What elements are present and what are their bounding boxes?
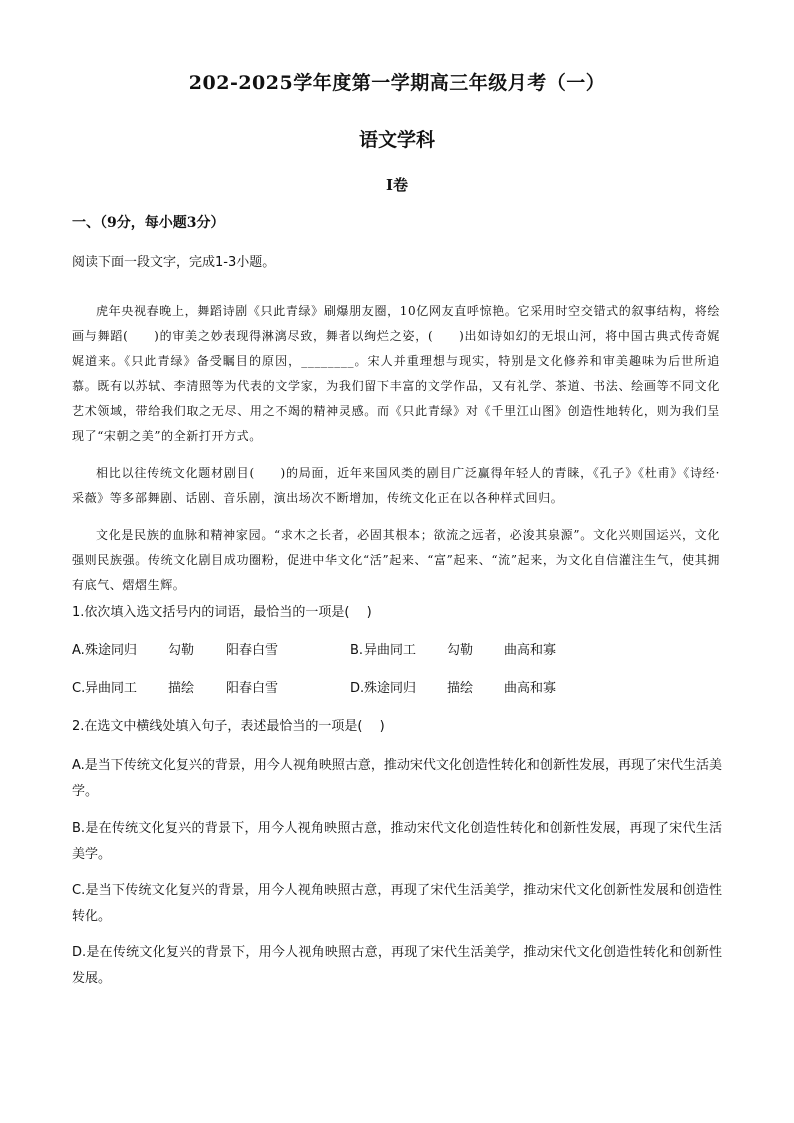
option-d-word-3: 曲高和寡 xyxy=(504,681,557,696)
volume-title: Ⅰ卷 xyxy=(385,176,409,194)
passage-paragraph-3: 文化是民族的血脉和精神家园。“求木之长者，必固其根本；欲流之远者，必浚其泉源”。文化兴则国运兴，文化强则民族强。传统文化剧目成功圈粉，促进中华文化“活”起来、“富”起来、“流”起来，为文化自信灌注生气，使其拥有底气、熠熠生辉。 xyxy=(72,528,720,592)
passage-paragraph-2: 相比以往传统文化题材剧目( )的局面，近年来国风类的剧目广泛赢得年轻人的青睐，《孔子》《杜甫》《诗经·采薇》等多部舞剧、话剧、音乐剧，演出场次不断增加，传统文化正在以各种样式回归。 xyxy=(72,466,720,505)
option-b-word-3: 曲高和寡 xyxy=(504,643,557,658)
subject-title: 语文学科 xyxy=(358,129,435,151)
question-1-options-row-1 xyxy=(72,638,722,664)
option-d-letter: D. xyxy=(350,681,365,696)
section-heading: 一、（9分，每小题3分） xyxy=(72,215,225,231)
reading-instruction: 阅读下面一段文字，完成1-3小题。 xyxy=(72,255,276,270)
option-c-word-1: 异曲同工 xyxy=(85,681,138,696)
passage-paragraph-1: 虎年央视春晚上，舞蹈诗剧《只此青绿》刷爆朋友圈，10亿网友直呼惊艳。它采用时空交错式的叙事结构，将绘画与舞蹈( )的审美之妙表现得淋漓尽致，舞者以绚烂之姿，( )出如诗如幻的无垠山河，将中国古典式传奇娓娓道来。《只此青绿》备受瞩目的原因，________。宋人并重理想与现实，特别是文化修养和审美趣味为后世所追慕。既有以苏轼、李清照等为代表的文学家，为我们留下丰富的文学作品，又有礼学、茶道、书法、绘画等不同文化艺术领域，带给我们取之无尽、用之不竭的精神灵感。而《只此青绿》对《千里江山图》创造性地转化，则为我们呈现了“宋朝之美”的全新打开方式。 xyxy=(72,304,720,443)
option-b-letter: B. xyxy=(350,643,364,658)
question-1-stem: 1.依次填入选文括号内的词语，最恰当的一项是( ) xyxy=(72,605,372,620)
question-2-stem: 2.在选文中横线处填入句子，表述最恰当的一项是( ) xyxy=(72,719,385,734)
option-b-word-2: 勾勒 xyxy=(447,643,474,658)
option-d-word-2: 描绘 xyxy=(447,681,474,696)
option-a-word-1: 殊途同归 xyxy=(85,643,138,658)
question-2-option-b: B.是在传统文化复兴的背景下，用今人视角映照古意，推动宋代文化创造性转化和创新性发展，再现了宋代生活美学。 xyxy=(72,821,722,862)
option-c-word-2: 描绘 xyxy=(168,681,195,696)
option-c-letter: C. xyxy=(72,681,86,696)
exam-title: 202-2025学年度第一学期高三年级月考（一） xyxy=(188,72,606,94)
option-c-word-3: 阳春白雪 xyxy=(226,681,279,696)
question-2-option-c: C.是当下传统文化复兴的背景，用今人视角映照古意，再现了宋代生活美学，推动宋代文化创新性发展和创造性转化。 xyxy=(72,883,722,924)
question-1-options-row-2 xyxy=(72,676,722,702)
option-a-letter: A. xyxy=(72,643,85,658)
option-a-word-2: 勾勒 xyxy=(168,643,195,658)
option-a-word-3: 阳春白雪 xyxy=(226,643,279,658)
option-d-word-1: 殊途同归 xyxy=(364,681,417,696)
question-2-option-a: A.是当下传统文化复兴的背景，用今人视角映照古意，推动宋代文化创造性转化和创新性发展，再现了宋代生活美学。 xyxy=(72,758,722,799)
option-b-word-1: 异曲同工 xyxy=(364,643,417,658)
question-2-option-d: D.是在传统文化复兴的背景下，用今人视角映照古意，再现了宋代生活美学，推动宋代文化创造性转化和创新性发展。 xyxy=(72,945,722,986)
